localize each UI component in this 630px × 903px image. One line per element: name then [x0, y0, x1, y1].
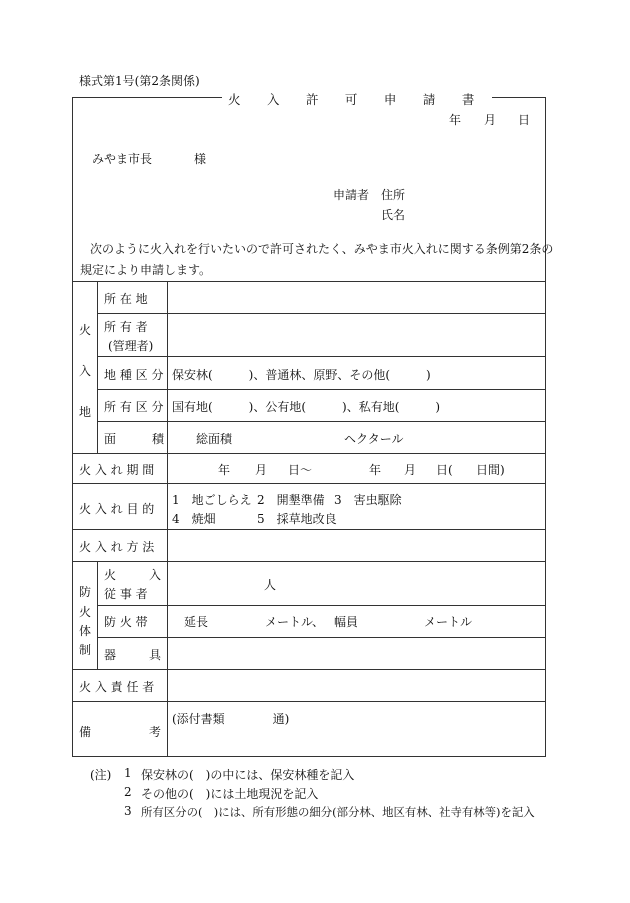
rule-389 — [97, 389, 546, 390]
label-column-divider — [167, 281, 168, 756]
supervisor-label: 火 入 責 任 者 — [79, 680, 155, 694]
purpose-option-3: 3 害虫駆除 — [334, 493, 402, 507]
rule-701 — [72, 701, 546, 702]
fire-control-char-3: 体 — [79, 624, 92, 638]
remarks-label-char-2: 考 — [149, 725, 162, 739]
purpose-option-4: 4 焼畑 — [172, 512, 216, 526]
period-end-year: 年 — [369, 463, 382, 477]
fire-control-char-2: 火 — [79, 605, 92, 619]
period-end-day: 日( — [436, 463, 453, 477]
rule-356 — [97, 356, 546, 357]
note-1-text: 保安林の( )の中には、保安林種を記入 — [141, 768, 355, 782]
owner-manager-label: (管理者) — [108, 339, 154, 353]
rule-281 — [72, 281, 546, 282]
land-category-label: 地 種 区 分 — [104, 368, 164, 382]
workers-label-char-1: 火 — [104, 568, 117, 582]
note-2-text: その他の( )には土地現況を記入 — [141, 787, 319, 801]
date-day: 日 — [518, 113, 531, 127]
period-days: 日間) — [476, 463, 505, 477]
remarks-value: (添付書類 通) — [172, 712, 290, 726]
purpose-option-1: 1 地ごしらえ — [172, 493, 252, 507]
period-start-year: 年 — [218, 463, 231, 477]
location-group-char-1: 火 — [79, 323, 92, 337]
rule-605 — [97, 605, 546, 606]
place-label: 所 在 地 — [104, 292, 148, 306]
purpose-label: 火 入 れ 目 的 — [79, 502, 155, 516]
note-2-num: 2 — [124, 785, 132, 799]
frame-bottom — [72, 756, 546, 757]
date-month: 月 — [484, 113, 497, 127]
firebreak-length-unit: メートル、 — [265, 615, 325, 629]
period-label: 火 入 れ 期 間 — [79, 463, 155, 477]
fire-control-char-1: 防 — [79, 585, 92, 599]
area-unit: ヘクタール — [344, 432, 404, 446]
rule-453 — [72, 453, 546, 454]
ownership-label: 所 有 区 分 — [104, 400, 164, 414]
area-label: 面 積 — [104, 432, 165, 446]
note-3-num: 3 — [124, 804, 132, 818]
firebreak-width-unit: メートル — [424, 615, 473, 629]
notes-head: (注) — [90, 768, 112, 782]
area-prefix: 総面積 — [196, 432, 233, 446]
workers-unit: 人 — [264, 578, 277, 592]
firebreak-width: 幅員 — [334, 615, 359, 629]
purpose-option-5: 5 採草地改良 — [257, 512, 337, 526]
workers-label: 従 事 者 — [104, 587, 148, 601]
rule-561 — [72, 561, 546, 562]
rule-669 — [72, 669, 546, 670]
group-divider-location — [97, 281, 98, 453]
intro-line-1: 次のように火入れを行いたいので許可されたく、みやま市火入れに関する条例第2条の — [90, 242, 554, 256]
form-title: 火 入 許 可 申 請 書 — [222, 90, 492, 108]
equipment-label-char-2: 具 — [149, 648, 162, 662]
applicant-label: 申請者 — [333, 188, 370, 202]
ownership-value: 国有地( )、公有地( )、私有地( ) — [172, 400, 441, 414]
frame-right — [545, 97, 546, 756]
date-year: 年 — [449, 113, 462, 127]
rule-313 — [97, 313, 546, 314]
intro-line-2: 規定により申請します。 — [80, 263, 212, 277]
location-group-char-3: 地 — [79, 405, 92, 419]
group-divider-fire-control — [97, 561, 98, 669]
equipment-label-char-1: 器 — [104, 648, 117, 662]
period-start-month: 月 — [255, 463, 268, 477]
firebreak-length: 延長 — [184, 615, 209, 629]
land-category-value: 保安林( )、普通林、原野、その他( ) — [172, 368, 431, 382]
applicant-address-label: 住所 — [381, 188, 406, 202]
period-end-month: 月 — [404, 463, 417, 477]
rule-483 — [72, 483, 546, 484]
method-label: 火 入 れ 方 法 — [79, 540, 155, 554]
purpose-option-2: 2 開墾準備 — [257, 493, 325, 507]
location-group-char-2: 入 — [79, 364, 92, 378]
note-1-num: 1 — [124, 766, 132, 780]
applicant-name-label: 氏名 — [381, 208, 406, 222]
frame-left — [72, 97, 73, 756]
rule-421 — [97, 421, 546, 422]
owner-label: 所 有 者 — [104, 320, 148, 334]
fire-control-char-4: 制 — [79, 643, 92, 657]
firebreak-label: 防 火 帯 — [104, 615, 148, 629]
note-3-text: 所有区分の( )には、所有形態の細分(部分林、地区有林、社寺有林等)を記入 — [141, 805, 535, 819]
rule-637 — [97, 637, 546, 638]
remarks-label-char-1: 備 — [79, 725, 92, 739]
workers-label-char-2: 入 — [149, 568, 162, 582]
addressee-name: みやま市長 — [92, 152, 153, 166]
period-start-day: 日～ — [288, 463, 313, 477]
rule-529 — [72, 529, 546, 530]
form-id: 様式第1号(第2条関係) — [79, 74, 200, 88]
addressee-honorific: 様 — [194, 152, 207, 166]
